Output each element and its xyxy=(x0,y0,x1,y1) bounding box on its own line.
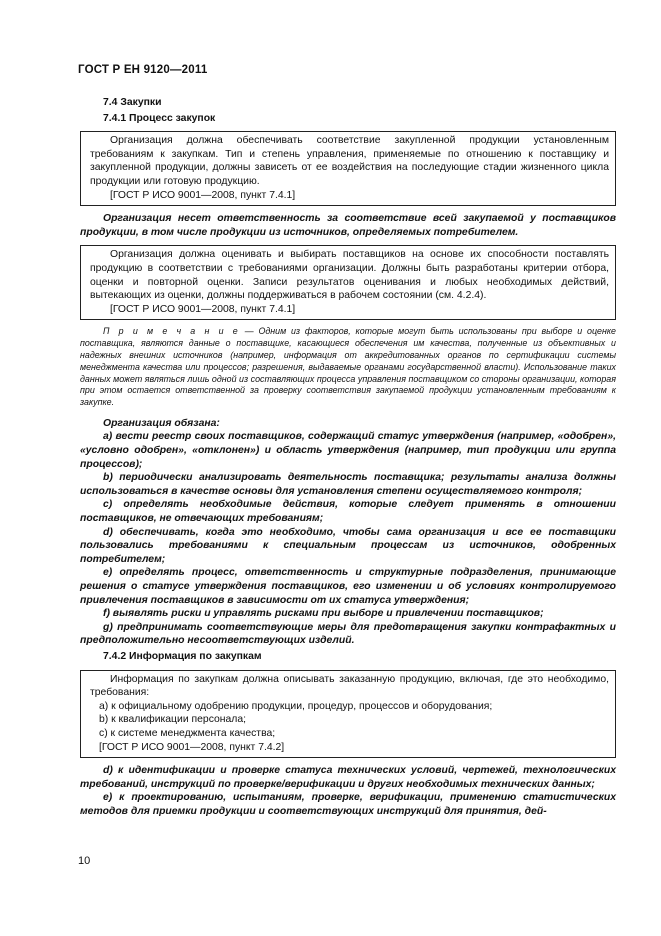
list-item: d) обеспечивать, когда это необходимо, чтобы сама организация и все ее поставщики пользовались требованиями к специальным процессам из источников, одобренных потребителем; xyxy=(80,526,616,565)
list-item: c) к системе менеджмента качества; xyxy=(99,727,276,739)
subsection-title-purchasing-information: 7.4.2 Информация по закупкам xyxy=(103,650,262,662)
note-paragraph xyxy=(80,326,616,409)
list-item: d) к идентификации и проверке статуса технических условий, чертежей, технологических требований, инструкций по проверке/верификации и других необходимых технических данных; xyxy=(80,765,616,790)
list-item: e) определять процесс, ответственность и структурные подразделения, принимающие решения о статусе утверждения поставщиков, его изменении и об условиях контролируемого привлечения поставщиков в зависимости от их статуса утверждения; xyxy=(80,567,616,606)
emphasized-requirement: Организация несет ответственность за соответствие всей закупаемой у поставщиков продукции, в том числе продукции из источников, определяемых потребителем. xyxy=(80,213,616,238)
list-item: f) выявлять риски и управлять рисками при выборе и привлечении поставщиков; xyxy=(103,608,544,620)
page-number: 10 xyxy=(78,855,91,867)
list-item: a) к официальному одобрению продукции, процедур, процессов и оборудования; xyxy=(99,700,493,712)
list-item: g) предпринимать соответствующие меры для предотвращения закупки контрафактных и предположительно несоответствующих изделий. xyxy=(80,621,616,647)
reference-citation: [ГОСТ Р ИСО 9001—2008, пункт 7.4.2] xyxy=(99,741,285,753)
list-item: a) вести реестр своих поставщиков, содержащий статус утверждения (например, «одобрен», «условно одобрен», «отклонен») и область утверждения (например, тип продукции или группа процессов); xyxy=(80,431,616,470)
note-text: — Одним из факторов, которые могут быть использованы при выборе и оценке поставщика, являются данные о поставщике, касающиеся обеспечения им качества, полученные из объективных и надежных внешних источников (например, информация от аккредитованных органов по сертификации системы менеджмента качества или процессов; разрешения, выдаваемые органами государственной власти). Использование таких данных может являться лишь одной из составляющих процесса управления поставщиком со стороны организации, которая при этом остается ответственной за проверку соответствия закупаемой продукции установленным требованиям к закупке. xyxy=(80,326,616,408)
section-title: 7.4 Закупки xyxy=(103,97,162,108)
quoted-requirement-box-3 xyxy=(80,670,616,759)
quoted-text: Организация должна оценивать и выбирать поставщиков на основе их способности поставлять продукцию в соответствии с требованиями организации. Должны быть разработаны критерии отбора, оценки и повторной оценки. Записи результатов оценивания и любых необходимых действий, вытекающих из оценки, должны поддерживаться в рабочем состоянии (см. 4.2.4). xyxy=(90,249,609,302)
quoted-text: Информация по закупкам должна описывать заказанную продукцию, включая, где это необходимо, требования: xyxy=(90,673,609,699)
list-item: e) к проектированию, испытаниям, проверке, верификации, применению статистических методов для приемки продукции и соответствующих инструкций для принятия, дей- xyxy=(80,792,616,817)
document-code-header: ГОСТ Р ЕН 9120—2011 xyxy=(78,64,208,76)
note-label: П р и м е ч а н и е xyxy=(103,326,240,337)
obligations-intro: Организация обязана: xyxy=(103,417,220,429)
quoted-requirement-box-2 xyxy=(80,245,616,320)
subsection-title-purchasing-process: 7.4.1 Процесс закупок xyxy=(103,112,216,124)
page-content xyxy=(80,96,616,819)
reference-citation: [ГОСТ Р ИСО 9001—2008, пункт 7.4.1] xyxy=(110,189,296,201)
list-item: c) определять необходимые действия, которые следует применять в отношении поставщиков, не отвечающих требованиям; xyxy=(80,499,616,525)
quoted-requirement-box-1 xyxy=(80,131,616,206)
quoted-text: Организация должна обеспечивать соответствие закупленной продукции установленным требованиям к закупкам. Тип и степень управления, применяемые по отношению к поставщику и закупленной продукции, должны зависеть от ее воздействия на последующие стадии жизненного цикла продукции или готовую продукцию. xyxy=(90,135,609,187)
reference-citation: [ГОСТ Р ИСО 9001—2008, пункт 7.4.1] xyxy=(110,303,296,315)
list-item: b) периодически анализировать деятельность поставщика; результаты анализа должны использоваться в качестве основы для установления степени осуществляемого контроля; xyxy=(80,472,616,497)
list-item: b) к квалификации персонала; xyxy=(99,714,247,726)
